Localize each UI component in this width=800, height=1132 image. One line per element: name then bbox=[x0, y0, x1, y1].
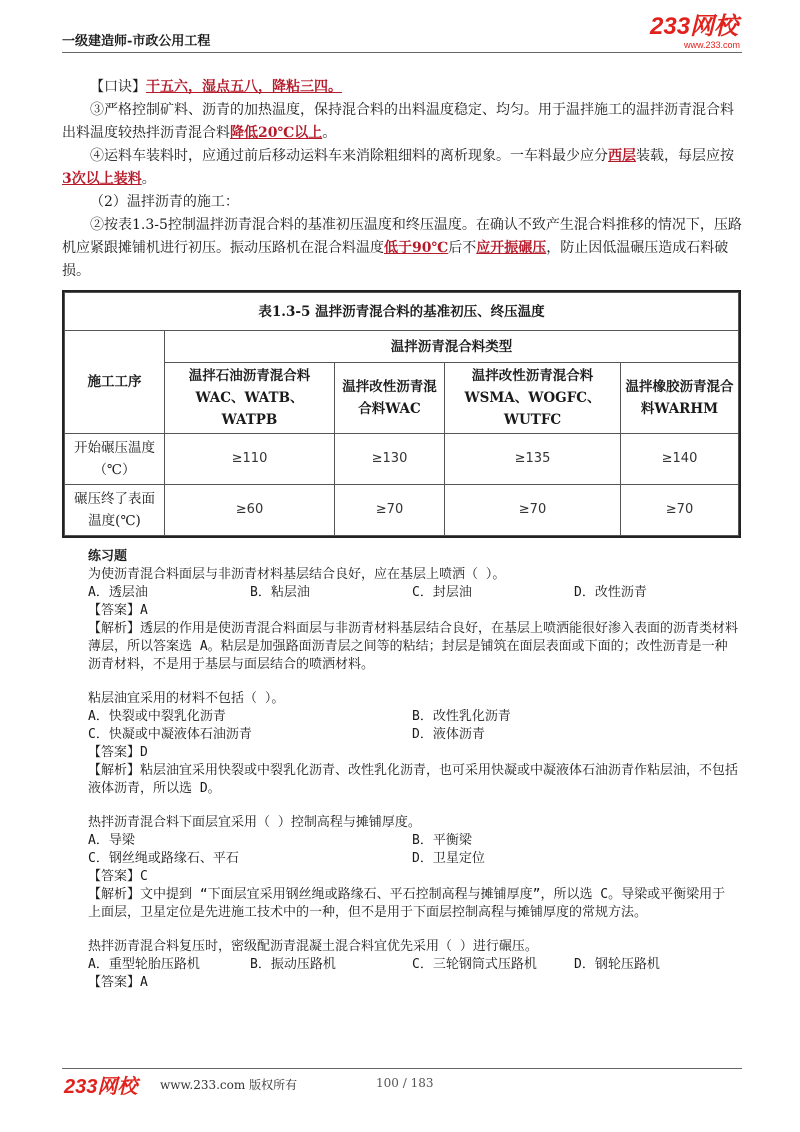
option: D．钢轮压路机 bbox=[574, 957, 660, 972]
answer: 【答案】A bbox=[88, 603, 148, 618]
analysis: 【解析】文中提到 “下面层宜采用钢丝绳或路缘石、平石控制高程与摊铺厚度”，所以选 C。导梁或平衡梁用于上面层，卫星定位是先进施工技术中的一种，但不是用于下面层控制高程与摊铺厚度的常规方法。 bbox=[88, 887, 726, 920]
table-col-header: 温拌改性沥青混合料WSMA、WOGFC、WUTFC bbox=[445, 363, 621, 434]
option: D．液体沥青 bbox=[412, 727, 485, 742]
header-title: 一级建造师-市政公用工程 bbox=[62, 34, 211, 49]
exercise-section bbox=[88, 548, 738, 992]
question-options bbox=[88, 850, 738, 868]
logo-text: 233网校 bbox=[650, 13, 739, 40]
header-divider bbox=[62, 52, 742, 53]
answer: 【答案】A bbox=[88, 975, 148, 990]
paragraph-5 bbox=[62, 214, 742, 283]
question-stem: 粘层油宜采用的材料不包括（ ）。 bbox=[88, 691, 285, 706]
table-cell: ≥135 bbox=[445, 434, 621, 485]
option: D．改性沥青 bbox=[574, 585, 647, 600]
paragraph-end: 。 bbox=[322, 125, 337, 141]
answer: 【答案】C bbox=[88, 869, 148, 884]
highlight-vibration: 应开振碾压 bbox=[476, 240, 547, 256]
paragraph-text: ③严格控制矿料、沥青的加热温度，保持混合料的出料温度稳定、均匀。用于温拌施工的温拌沥青混合料出料温度较热拌沥青混合料 bbox=[62, 102, 734, 141]
question-options bbox=[88, 832, 738, 850]
option: D．卫星定位 bbox=[412, 851, 485, 866]
answer: 【答案】D bbox=[88, 745, 148, 760]
table-cell: ≥70 bbox=[335, 485, 445, 536]
table-cell: ≥70 bbox=[445, 485, 621, 536]
table-group-header: 温拌沥青混合料类型 bbox=[165, 331, 739, 363]
table-col-header: 温拌改性沥青混合料WAC bbox=[335, 363, 445, 434]
mnemonic-label: 【口诀】 bbox=[90, 79, 146, 95]
paragraph-mid: 后不 bbox=[448, 240, 477, 256]
footer-divider bbox=[62, 1068, 742, 1069]
paragraph-mid: 装载，每层应按 bbox=[636, 148, 734, 164]
footer-logo: 233网校 bbox=[64, 1076, 138, 1098]
table-caption: 表1.3-5 温拌沥青混合料的基准初压、终压温度 bbox=[65, 293, 739, 331]
highlight-below-90: 低于90℃ bbox=[384, 240, 449, 256]
question-stem: 热拌沥青混合料下面层宜采用（ ）控制高程与摊铺厚度。 bbox=[88, 815, 421, 830]
question-stem: 为使沥青混合料面层与非沥青材料基层结合良好，应在基层上喷洒（ ）。 bbox=[88, 567, 506, 582]
paragraph-end: ，防止因低温碾压造成石料破损。 bbox=[62, 240, 729, 279]
mnemonic-highlight: 干五六，湿点五八，降粘三四。 bbox=[146, 79, 342, 95]
brand-logo bbox=[650, 14, 742, 52]
copyright-text: www.233.com 版权所有 bbox=[160, 1078, 298, 1092]
option: B．平衡梁 bbox=[412, 833, 472, 848]
exercise-title: 练习题 bbox=[88, 549, 128, 564]
analysis: 【解析】粘层油宜采用快裂或中裂乳化沥青、改性乳化沥青，也可采用快凝或中凝液体石油沥青作粘层油，不包括液体沥青，所以选 D。 bbox=[88, 763, 739, 796]
option: C．钢丝绳或路缘石、平石 bbox=[88, 851, 239, 866]
option: A．快裂或中裂乳化沥青 bbox=[88, 709, 226, 724]
section-heading: （2）温拌沥青的施工： bbox=[90, 194, 239, 210]
body-text bbox=[62, 76, 742, 283]
option: A．重型轮胎压路机 bbox=[88, 957, 200, 972]
mnemonic-paragraph bbox=[62, 76, 742, 99]
table-cell: ≥60 bbox=[165, 485, 335, 536]
table-header-process: 施工工序 bbox=[65, 331, 165, 434]
option: B．振动压路机 bbox=[250, 957, 336, 972]
table-cell: ≥110 bbox=[165, 434, 335, 485]
highlight-loads: 3次以上装料 bbox=[62, 171, 142, 187]
table-row bbox=[65, 485, 739, 536]
table-cell: ≥140 bbox=[621, 434, 739, 485]
option: B．改性乳化沥青 bbox=[412, 709, 511, 724]
option: C．快凝或中凝液体石油沥青 bbox=[88, 727, 252, 742]
paragraph-4 bbox=[62, 145, 742, 191]
question-options bbox=[88, 956, 738, 974]
question-options bbox=[88, 584, 738, 602]
option: A．导梁 bbox=[88, 833, 135, 848]
logo-url: www.233.com bbox=[683, 40, 740, 50]
question-stem: 热拌沥青混合料复压时，密级配沥青混凝土混合料宜优先采用（ ）进行碾压。 bbox=[88, 939, 538, 954]
option: C．三轮钢筒式压路机 bbox=[412, 957, 537, 972]
question-options bbox=[88, 708, 738, 726]
option: C．封层油 bbox=[412, 585, 472, 600]
option: A．透层油 bbox=[88, 585, 148, 600]
paragraph-text: ④运料车装料时，应通过前后移动运料车来消除粗细料的离析现象。一车料最少应分 bbox=[90, 148, 608, 164]
table-cell: ≥130 bbox=[335, 434, 445, 485]
question-options bbox=[88, 726, 738, 744]
table-col-header: 温拌橡胶沥青混合料WARHM bbox=[621, 363, 739, 434]
paragraph-3 bbox=[62, 99, 742, 145]
row-label: 碾压终了表面温度(℃) bbox=[65, 485, 165, 536]
analysis: 【解析】透层的作用是使沥青混合料面层与非沥青材料基层结合良好，在基层上喷洒能很好渗入表面的沥青类材料薄层，所以答案选 A。粘层是加强路面沥青层之间等的粘结；封层是铺筑在面层表面或下面的；改性沥青是一种沥青材料，不是用于基层与面层结合的喷洒材料。 bbox=[88, 621, 739, 672]
page-number: 100 / 183 bbox=[376, 1076, 434, 1090]
table-col-header: 温拌石油沥青混合料WAC、WATB、WATPB bbox=[165, 363, 335, 434]
table-row bbox=[65, 434, 739, 485]
paragraph-end: 。 bbox=[141, 171, 156, 187]
table-cell: ≥70 bbox=[621, 485, 739, 536]
option: B．粘层油 bbox=[250, 585, 310, 600]
row-label: 开始碾压温度（℃） bbox=[65, 434, 165, 485]
temperature-table bbox=[62, 290, 741, 538]
highlight-temp: 降低20℃以上 bbox=[230, 125, 323, 141]
highlight-layers: 西层 bbox=[608, 148, 636, 164]
paragraph-text: ②按表1.3-5控制温拌沥青混合料的基准初压温度和终压温度。在确认不致产生混合料推移的情况下，压路机应紧跟摊铺机进行初压。振动压路机在混合料温度 bbox=[62, 217, 742, 256]
